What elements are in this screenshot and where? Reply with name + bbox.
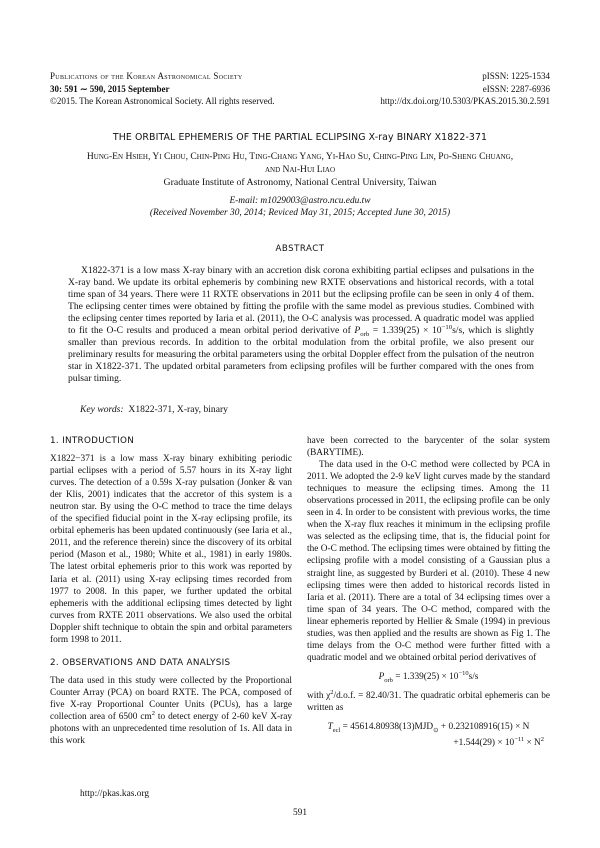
received-dates: (Received November 30, 2014; Reviced May 31, 2015; Accepted June 30, 2015): [149, 208, 451, 218]
oc-method-paragraph: The data used in the O-C method were collected by PCA in 2011. We adopted the 2-9 keV light curves made by the standard techniques to measure the eclipsing times. Among the 11 observations processed in 2011, the eclipsing profile can be only seen in 4. In order to be consistent with previous works, the time when the X-ray flux reaches it minimum in the eclipsing profile was selected as the eclipsing time, that is, the fiducial point for the O-C method. The eclipsing times were obtained by fitting the eclipsing profile with a model consisting of a Gaussian plus a straight line, as suggested by Burderi et al. (2010). These 4 new eclipsing times were then added to historical records listed in Iaria et al. (2011). There are a total of 34 eclipsing times over a time span of 34 years. The O-C method, compared with the linear ephemeris reported by Hellier & Smale (1994) in previous studies, was then applied and the results are shown as Fig 1. The time delays from the O-C method were further fitted with a quadratic model and we obtained orbital period derivatives of: [307, 460, 550, 663]
eissn: eISSN: 2287-6936: [482, 83, 550, 94]
author-list: [55, 151, 545, 176]
right-column: [307, 435, 550, 749]
intro-paragraph: X1822−371 is a low mass X-ray binary exhibiting periodic partial eclipses with a period of 5.57 hours in its X-ray light curves. The detection of a 0.59s X-ray pulsation (Jonker & van der Klis, 2001) indicates that the accretor of this system is a neutron star. By using the O-C method to trace the time delays of the specified fiducial point in the X-ray eclipsing profile, its orbital ephemeris has been updated continuously (see Iaria et al., 2011, and the reference therein) since the discovery of its orbital period (Mason et al., 1980; White et al., 1981) in early 1980s. The latest orbital ephemeris prior to this work was reported by Iaria et al. (2011) using X-ray eclipsing times recorded from 1977 to 2008. In this paper, we further updated the orbital ephemeris with the additional eclipsing times detected by light curves from RXTE 2011 observations. We also used the orbital Doppler shift technique to obtain the spin and orbital parameters form 1998 to 2011.: [50, 454, 292, 645]
journal-name: Publications of the Korean Astronomical Society: [50, 71, 243, 81]
pdot-equation: $P_{orb} = 1.339(25) \times 10^{-10}s/s$: [378, 669, 479, 684]
doi-link[interactable]: http://dx.doi.org/10.5303/PKAS.2015.30.2.591: [380, 96, 550, 106]
intro-heading: 1. INTRODUCTION: [50, 436, 135, 446]
journal-header: [50, 70, 275, 108]
copyright-line: ©2015. The Korean Astronomical Society. All rights reserved.: [50, 96, 275, 106]
observations-paragraph: The data used in this study were collected by the Proportional Counter Array (PCA) on board RXTE. The PCA, composed of five X-ray Proportional Counter Units (PCUs), has a large collection area of 6500 $cm^2$ to detect energy of 2-60 keV X-ray photons with an unprecedented time resolution of 1s. All data in this work: [50, 675, 293, 747]
ephemeris-equation-line1: $T_{ecl} = 45614.80938(13)MJD_⊙ + 0.232108916(15) \times N$: [327, 722, 530, 734]
issn-header: [340, 70, 550, 108]
chi-square-paragraph: with $\chi^2/d.o.f$. = 82.40/31. The quadratic orbital ephemeris can be written as: [307, 688, 550, 713]
abstract-heading: ABSTRACT: [275, 244, 325, 254]
keywords-label: Key words:: [80, 404, 124, 415]
ephemeris-equation-line2: $+1.544(29) \times 10^{-11} \times N^2$: [453, 735, 544, 749]
volume-line: 30: 591 ∼ 590, 2015 September: [50, 83, 170, 94]
barycenter-paragraph: have been corrected to the barycenter of the solar system (BARYTIME).: [307, 436, 550, 459]
affiliation: Graduate Institute of Astronomy, National Central University, Taiwan: [163, 177, 437, 188]
pissn: pISSN: 1225-1534: [482, 71, 550, 81]
abstract-body: X1822-371 is a low mass X-ray binary with an accretion disk corona exhibiting partial eclipses and pulsations in the X-ray band. We update its orbital ephemeris by combining new RXTE observations and historical records, with a total time span of 34 years. There were 11 RXTE observations in 2011 but the eclipsing profile can be seen in only 4 of them. The eclipsing center times were obtained by fitting the profile with the same model as previous studies. Combined with the eclipsing center times reported by Iaria et al. (2011), the O-C analysis was processed. A quadratic model was applied to fit the O-C results and produced a mean orbital period derivative of $P_{orb} = 1.339(25) \times 10^{-10}s/s$, which is slightly smaller than previous records. In addition to the orbital modulation from the orbital profile, we also present our preliminary results for measuring the orbital parameters using the orbital Doppler effect from the pulsation of the neutron star in X1822-371. The updated orbital parameters from eclipsing profiles will be further compared with the ones from pulsar timing.: [68, 265, 534, 384]
author-line-2: and Nai-Hui Liao: [264, 163, 336, 175]
page-number: 591: [292, 808, 308, 818]
left-column: [50, 435, 292, 747]
author-line-1: Hung-En Hsieh, Yi Chou, Chin-Ping Hu, Ting-Chang Yang, Yi-Hao Su, Ching-Ping Lin, Po-Sheng Chuang,: [86, 151, 514, 162]
keywords: [80, 404, 228, 415]
observations-heading: 2. OBSERVATIONS AND DATA ANALYSIS: [50, 657, 231, 668]
paper-title: THE ORBITAL EPHEMERIS OF THE PARTIAL ECLIPSING X-ray BINARY X1822-371: [112, 132, 488, 143]
footer-url[interactable]: http://pkas.kas.org: [80, 789, 150, 799]
author-email[interactable]: E-mail: m1029003@astro.ncu.edu.tw: [229, 196, 371, 206]
keywords-text: X1822-371, X-ray, binary: [128, 404, 228, 415]
